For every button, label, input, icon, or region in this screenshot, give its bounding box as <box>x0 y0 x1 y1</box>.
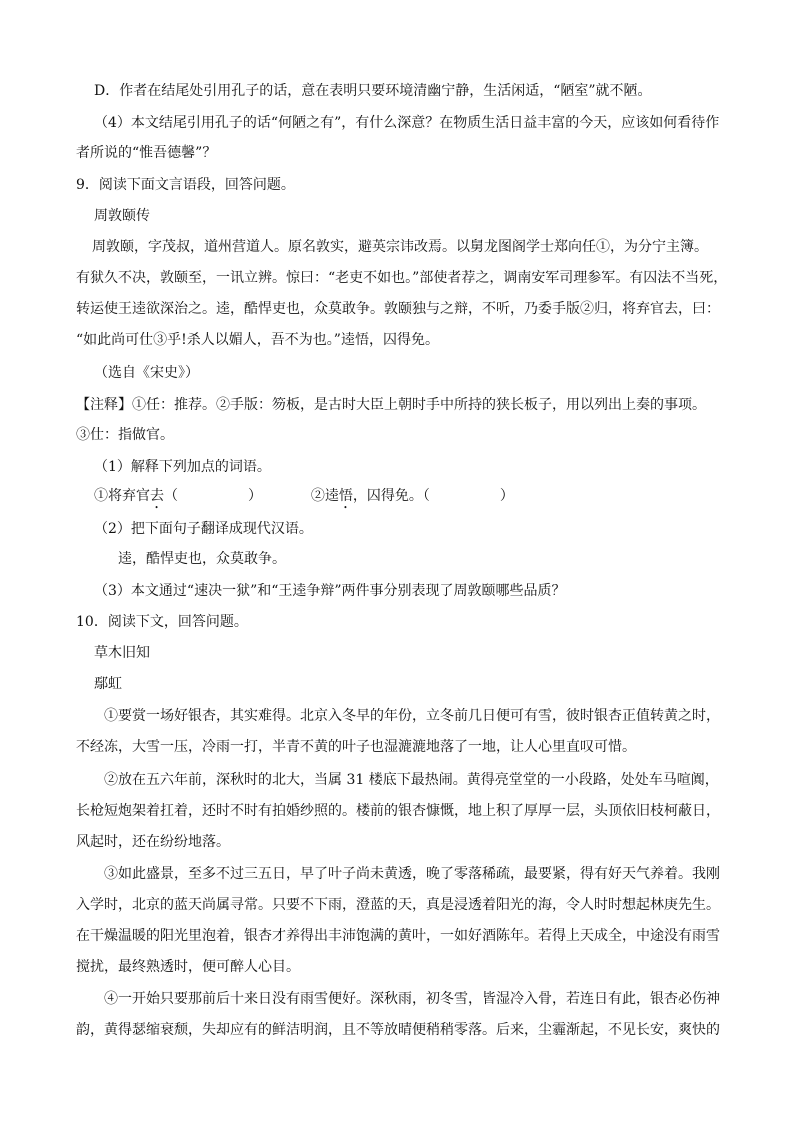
q10-stem: 10．阅读下文，回答问题。 <box>76 614 248 630</box>
q10-passage-title: 草木旧知 <box>94 645 150 661</box>
q10-para2-line2: 长枪短炮架着扛着，还时不时有拍婚纱照的。楼前的银杏慷慨，地上积了厚厚一层，头顶依旧枝柯蔽日， <box>76 803 720 819</box>
q9-passage-line4: “如此尚可仕③乎!杀人以媚人，吾不为也。”逵悟，囚得免。 <box>76 332 439 348</box>
q9-passage-line1: 周敦颐，字茂叔，道州营道人。原名敦实，避英宗讳改焉。以舅龙图阁学士郑向任①，为分宁主簿。 <box>92 239 708 255</box>
q9-item1-dotted-word: 去 <box>150 488 164 504</box>
q10-para3-line2: 入学时，北京的蓝天尚属寻常。只要不下雨，澄蓝的天，真是浸透着阳光的海，令人时时想起林庚先生。 <box>76 897 720 913</box>
q9-passage-title: 周敦颐传 <box>94 208 150 224</box>
q9-note-line2: ③仕：指做官。 <box>76 427 174 443</box>
q9-sub3: （3）本文通过“速决一狱”和“王逵争辩”两件事分别表现了周敦颐哪些品质？ <box>94 583 566 599</box>
q10-author: 鄢虹 <box>94 676 122 692</box>
q9-item2-dotted-word: 悟 <box>338 488 353 504</box>
q10-para2-line3: 风起时，还在纷纷地落。 <box>76 834 230 850</box>
q10-para4-line2: 韵，黄得瑟缩衰颓，失却应有的鲜洁明润，且不等放晴便稍稍零落。后来，尘霾渐起，不见长安，爽快的 <box>76 1022 720 1038</box>
q10-para4-line1: ④一开始只要那前后十来日没有雨雪便好。深秋雨，初冬雪，皆湿冷入骨，若连日有此，银杏必伤神 <box>104 991 720 1007</box>
q9-sub1-items <box>94 486 774 512</box>
q10-para3-line1: ③如此盛景，至多不过三五日，早了叶子尚未黄透，晚了零落稀疏，最要紧，得有好天气养着。我刚 <box>104 866 720 882</box>
q9-item2-prefix: ②逵 <box>310 488 339 504</box>
q10-para3-line4: 搅扰，最终熟透时，便可醉人心目。 <box>76 959 300 975</box>
q9-passage-line2: 有狱久不决，敦颐至，一讯立辨。惊曰：“老吏不如也。”部使者荐之，调南安军司理参军。有囚法不当死， <box>76 270 728 286</box>
q9-sub2: （2）把下面句子翻译成现代汉语。 <box>94 521 313 537</box>
q10-para3-line3: 在干燥温暖的阳光里泡着，银杏才养得出丰沛饱满的黄叶，一如好酒陈年。若得上天成全，中途没有雨雪 <box>76 928 720 944</box>
q9-stem: 9．阅读下面文言语段，回答问题。 <box>76 177 295 193</box>
q9-item2-suffix: ，囚得免。 <box>352 488 423 504</box>
q9-item1-prefix: ①将弃官 <box>94 488 150 504</box>
q9-item2-answer-blank[interactable]: （ ） <box>422 488 514 504</box>
q8-sub4-line1: （4）本文结尾引用孔子的话“何陋之有”，有什么深意？在物质生活日益丰富的今天，应该如何看待作 <box>94 115 720 131</box>
q10-para1-line2: 不经冻，大雪一压，冷雨一打，半青不黄的叶子也湿漉漉地落了一地，让人心里直叹可惜。 <box>76 739 636 755</box>
q9-note-line1: 【注释】①任：推荐。②手版：笏板，是古时大臣上朝时手中所持的狭长板子，用以列出上奏的事项。 <box>76 397 706 413</box>
q8-sub4-line2: 者所说的“惟吾德馨”？ <box>76 145 217 161</box>
q9-sub1: （1）解释下列加点的词语。 <box>94 459 271 475</box>
q9-source: （选自《宋史》） <box>94 365 199 381</box>
q9-item1-answer-blank[interactable]: （ ） <box>164 488 262 504</box>
q9-translate-sentence: 逵，酷悍吏也，众莫敢争。 <box>118 551 286 567</box>
q10-para1-line1: ①要赏一场好银杏，其实难得。北京入冬早的年份，立冬前几日便可有雪，彼时银杏正值转黄之时， <box>104 708 720 724</box>
q10-para2-line1: ②放在五六年前，深秋时的北大，当属 31 楼底下最热闹。黄得亮堂堂的一小段路，处处车马喧阗， <box>104 772 719 788</box>
q9-passage-line3: 转运使王逵欲深治之。逵，酷悍吏也，众莫敢争。敦颐独与之辩，不听，乃委手版②归，将弃官去，曰： <box>76 301 720 317</box>
q8-option-d: D．作者在结尾处引用孔子的话，意在表明只要环境清幽宁静，生活闲适，“陋室”就不陋。 <box>94 83 652 99</box>
